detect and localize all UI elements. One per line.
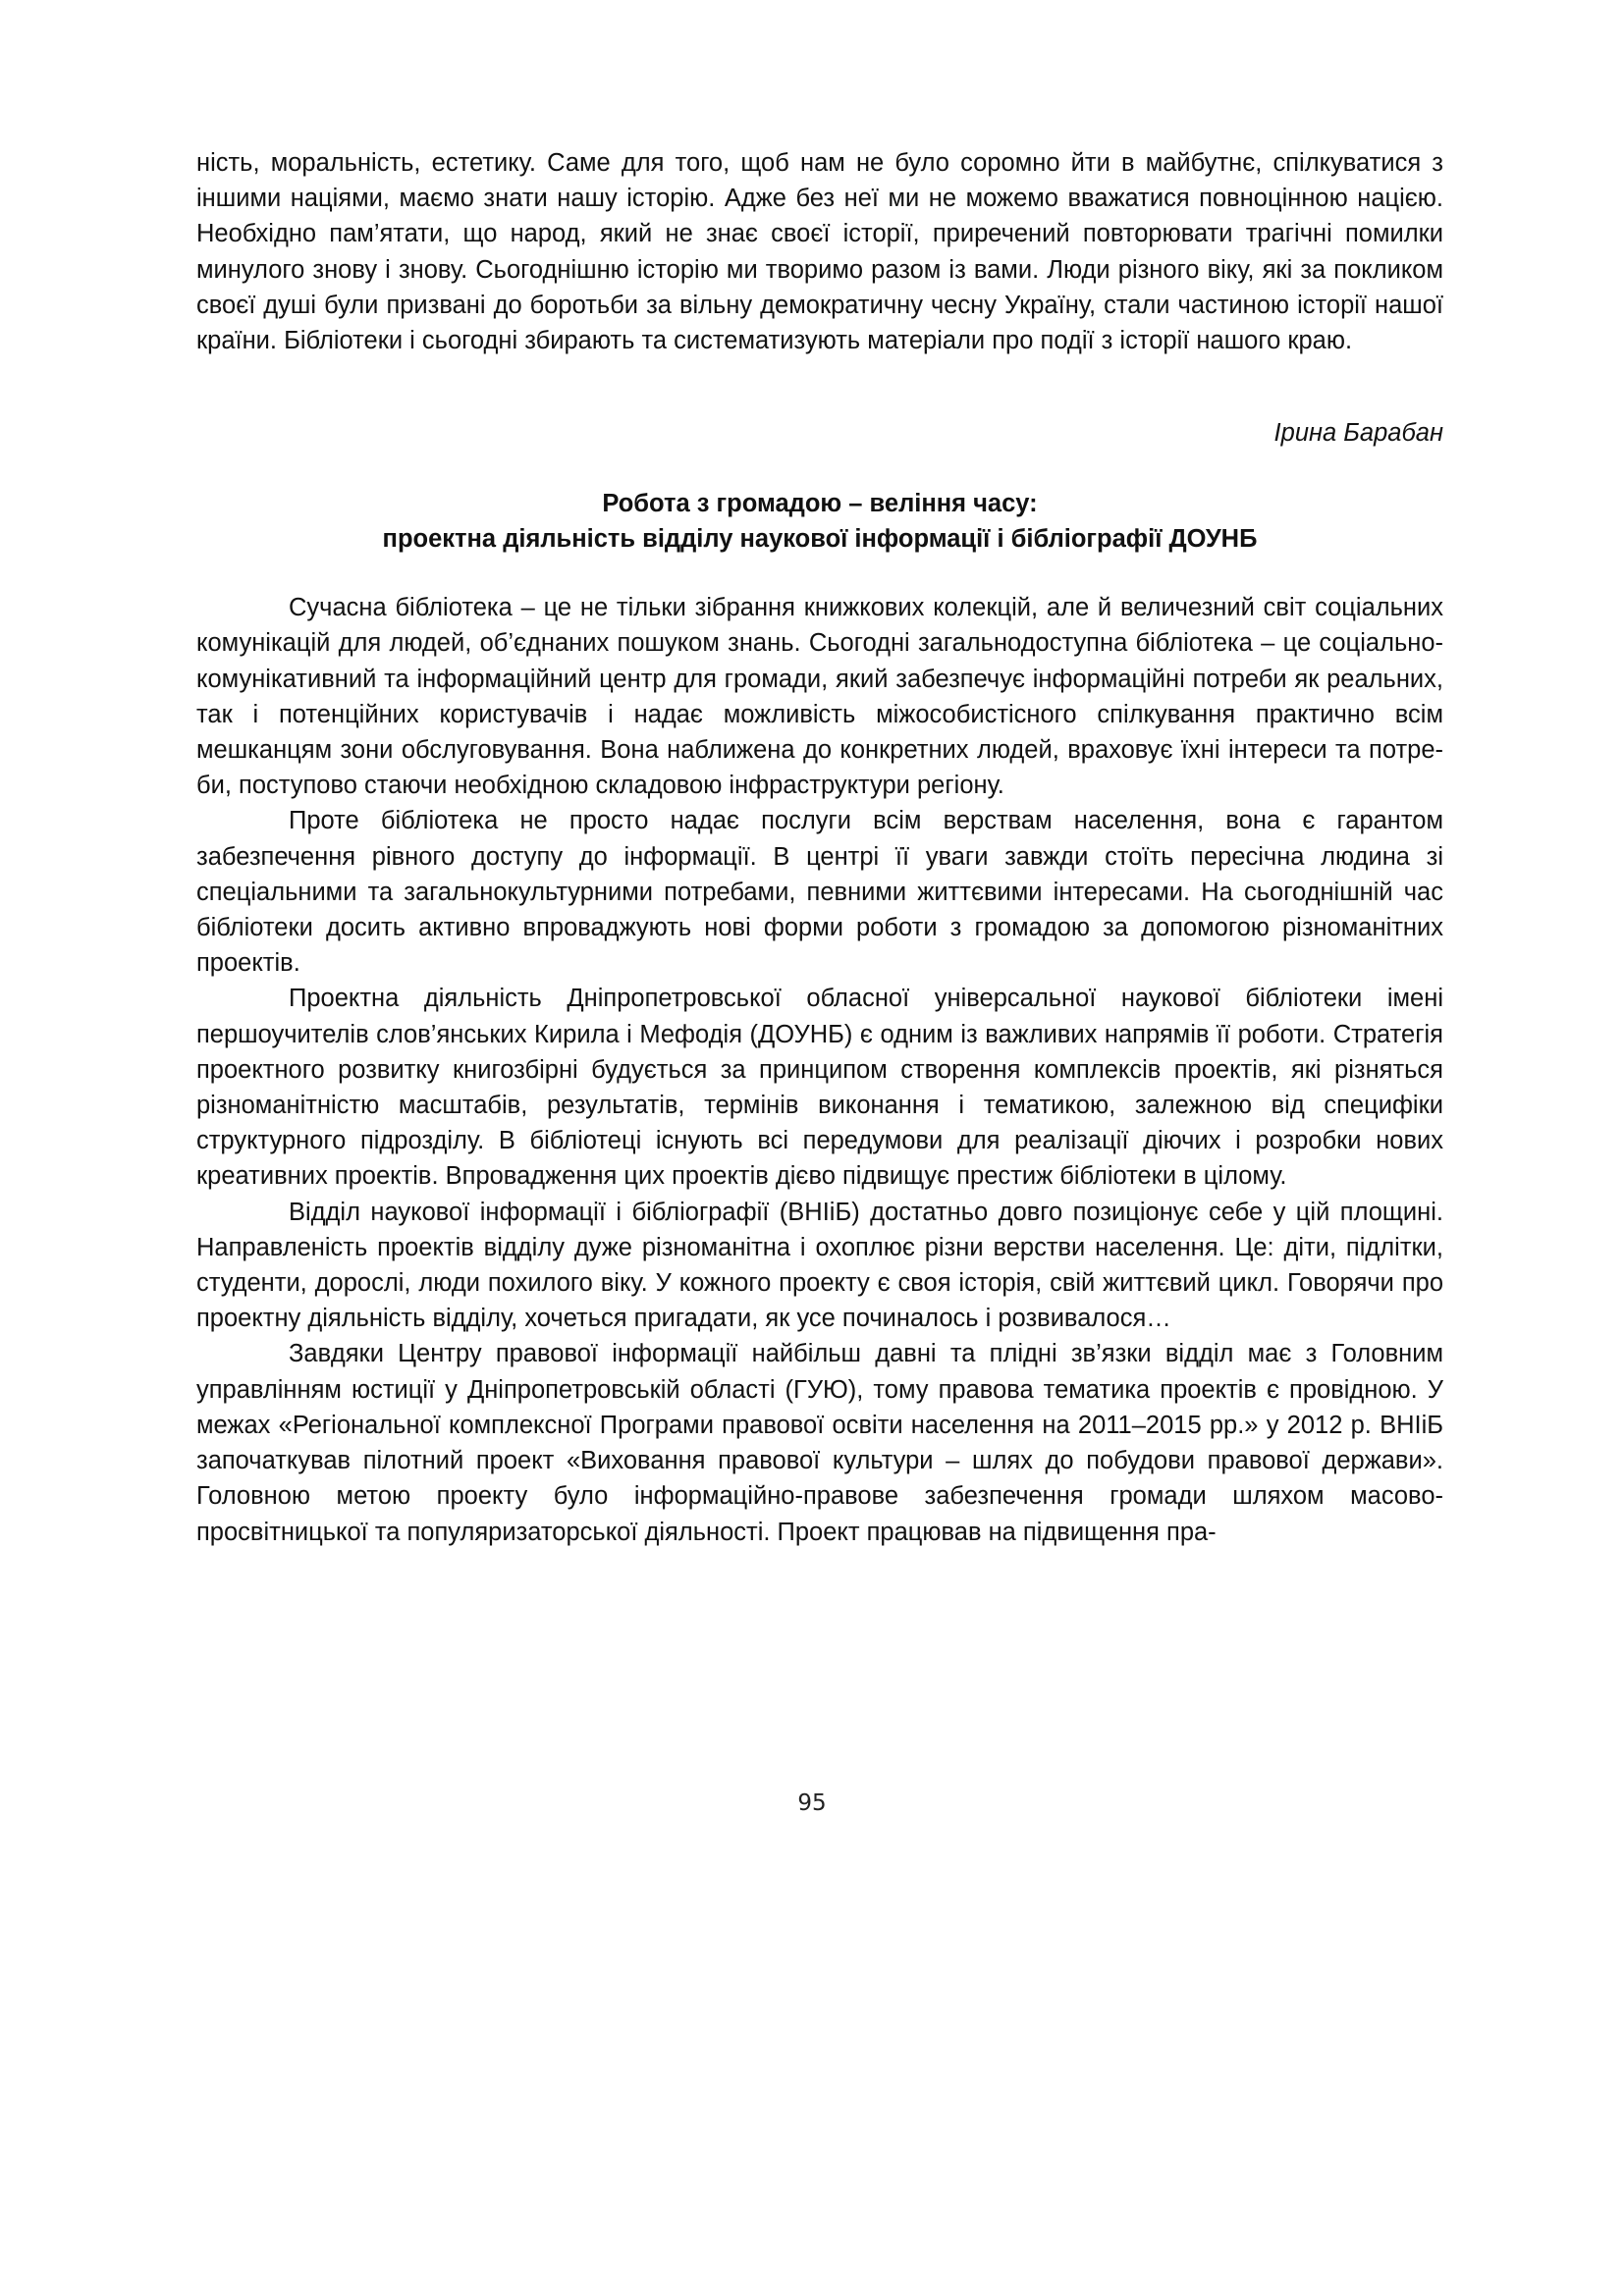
article-title-line-2: проектна діяльність відділу наукової інформації і бібліографії ДОУНБ [382,525,1258,554]
body-paragraph-2: Проте бібліотека не просто надає послуги всім верствам населення, вона є гарантом забезпечення рівного доступу до інформації. В центрі її уваги завжди стоїть пересічна людина зі спеціальними та загальнокультурними потребами, певними життєвими інтересами. На сьогоднішній час бібліотеки досить активно впроваджують нові форми роботи з громадою за допомогою різноманітних проектів. [196,807,1443,978]
body-paragraph-3: Проектна діяльність Дніпропетровської обласної універсальної наукової бібліотеки імені першоучителів слов’янських Кирила і Мефодія (ДОУНБ) є одним із важливих напрямів її роботи. Стратегія проектного розвитку книгозбірні будується за принципом створення комплексів проектів, які різняться різноманітністю масштабів, результатів, термінів виконання і тематикою, залежною від специфіки структурного підрозділу. В бібліотеці існують всі передумови для реалізації діючих і розробки нових креативних проектів. Впровадження цих проектів дієво підвищує престиж бібліотеки в цілому. [196,985,1443,1191]
body-paragraph-4: Відділ наукової інформації і бібліографії (ВНІіБ) достатньо довго позиціонує себе у цій площині. Направленість проектів відділу дуже різноманітна і охоплює різни верстви населення. Це: діти, підлітки, студенти, дорослі, люди похилого віку. У кожного проекту є своя історія, свій життєвий цикл. Говорячи про проектну діяльність відділу, хочеться пригадати, як усе починалось і розвивалося… [196,1198,1443,1333]
body-paragraph-5: Завдяки Центру правової інформації найбільш давні та плідні зв’язки відділ має з Головним управлінням юстиції у Дніпропетровській області (ГУЮ), тому правова тематика проектів є провідною. У межах «Регіональної комплексної Програми правової освіти населення на 2011–2015 рр.» у 2012 р. ВНІіБ започаткував пілотний проект «Виховання правової культури – шлях до побудови правової держави». Головною метою проекту було інформаційно-правове забезпечення громади шляхом масовопросвітницької та популяризаторської діяльності. Проект працював на підвищення пра- [196,1340,1443,1546]
body-paragraph-1: Сучасна бібліотека – це не тільки зібрання книжкових колекцій, але й величезний світ соціальних комунікацій для людей, об’єднаних пошуком знань. Сьогодні загальнодоступна бібліотека – це соціально-комунікативний та інформаційний центр для громади, який забезпечує інформаційні потреби як реальних, так і потенційних користувачів і надає можливість міжособистісного спілкування практично всім мешканцям зони обслуговування. Вона наближена до конкретних людей, враховує їхні інтереси та потреби, поступово стаючи необхідною складовою інфраструктури регіону. [196,594,1443,800]
document-page [196,145,1443,1550]
author-name: Ірина Барабан [1273,419,1443,448]
article-title [196,486,1443,557]
article-title-line-1: Робота з громадою – веління часу: [602,490,1038,518]
page-number: 95 [797,1790,827,1816]
intro-paragraph: ність, моральність, естетику. Саме для того, щоб нам не було соромно йти в майбутнє, спілкуватися з іншими націями, маємо знати нашу історію. Адже без неї ми не можемо вважатися повноцінною нацією. Необхідно пам’ятати, що народ, який не знає своєї історії, приречений повторювати трагічні помилки минулого знову і знову. Сьогоднішню історію ми творимо разом із вами. Люди різного віку, які за покликом своєї душі були призвані до боротьби за вільну демократичну чесну Україну, стали частиною історії нашої країни. Бібліотеки і сьогодні збирають та систематизують матеріали про події з історії нашого краю. [196,149,1443,355]
